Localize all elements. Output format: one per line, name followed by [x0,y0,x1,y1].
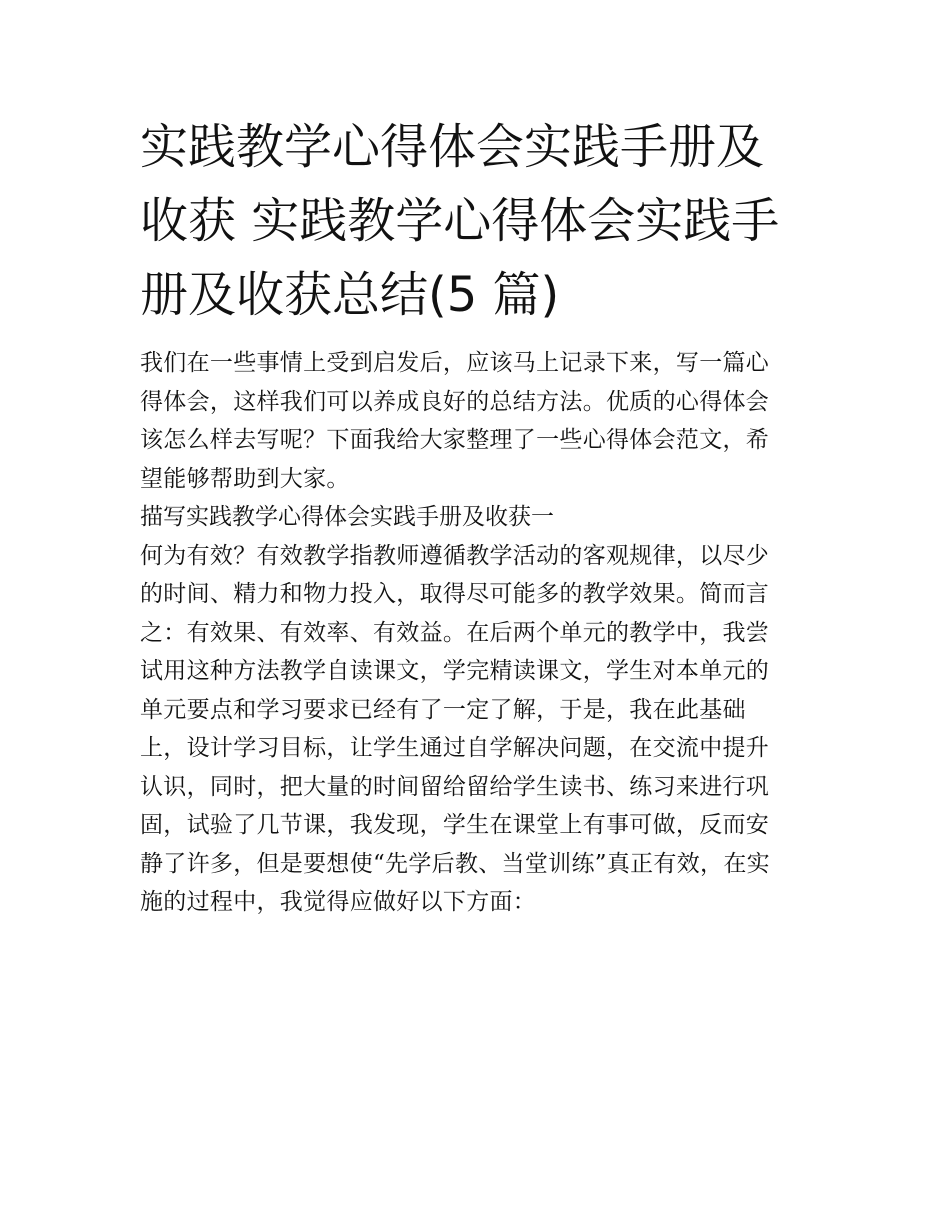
paragraph-line: 上，设计学习目标，让学生通过自学解决问题，在交流中提升 [140,735,770,761]
paragraph-line: 我们在一些事情上受到启发后，应该马上记录下来，写一篇心 [140,350,770,376]
title-line: 册及收获总结(5 篇) [140,267,560,323]
title-line: 实践教学心得体会实践手册及 [140,119,765,175]
document-title [140,110,812,332]
body-paragraph [140,537,812,922]
paragraph-line: 试用这种方法教学自读课文，学完精读课文，学生对本单元的 [140,658,770,684]
paragraph-line: 固，试验了几节课，我发现，学生在课堂上有事可做，反而安 [140,812,770,838]
paragraph-line: 之：有效果、有效率、有效益。在后两个单元的教学中，我尝 [140,619,770,646]
intro-paragraph [140,344,812,498]
paragraph-line: 施的过程中，我觉得应做好以下方面： [140,889,537,915]
paragraph-line: 的时间、精力和物力投入，取得尽可能多的教学效果。简而言 [140,581,770,607]
paragraph-line: 何为有效？有效教学指教师遵循教学活动的客观规律，以尽少 [140,542,770,569]
section-heading: 描写实践教学心得体会实践手册及收获一 [140,504,554,530]
paragraph-line: 得体会，这样我们可以养成良好的总结方法。优质的心得体会 [140,388,770,415]
paragraph-line: 单元要点和学习要求已经有了一定了解，于是，我在此基础 [140,696,746,723]
document-content [140,110,812,922]
title-line: 收获 实践教学心得体会实践手 [140,193,780,249]
paragraph-line: 静了许多，但是要想使“先学后教、当堂训练”真正有效，在实 [140,850,770,877]
paragraph-line: 望能够帮助到大家。 [140,465,350,492]
paragraph-line: 该怎么样去写呢？下面我给大家整理了一些心得体会范文，希 [140,427,770,453]
paragraph-line: 认识，同时，把大量的时间留给留给学生读书、练习来进行巩 [140,773,770,800]
